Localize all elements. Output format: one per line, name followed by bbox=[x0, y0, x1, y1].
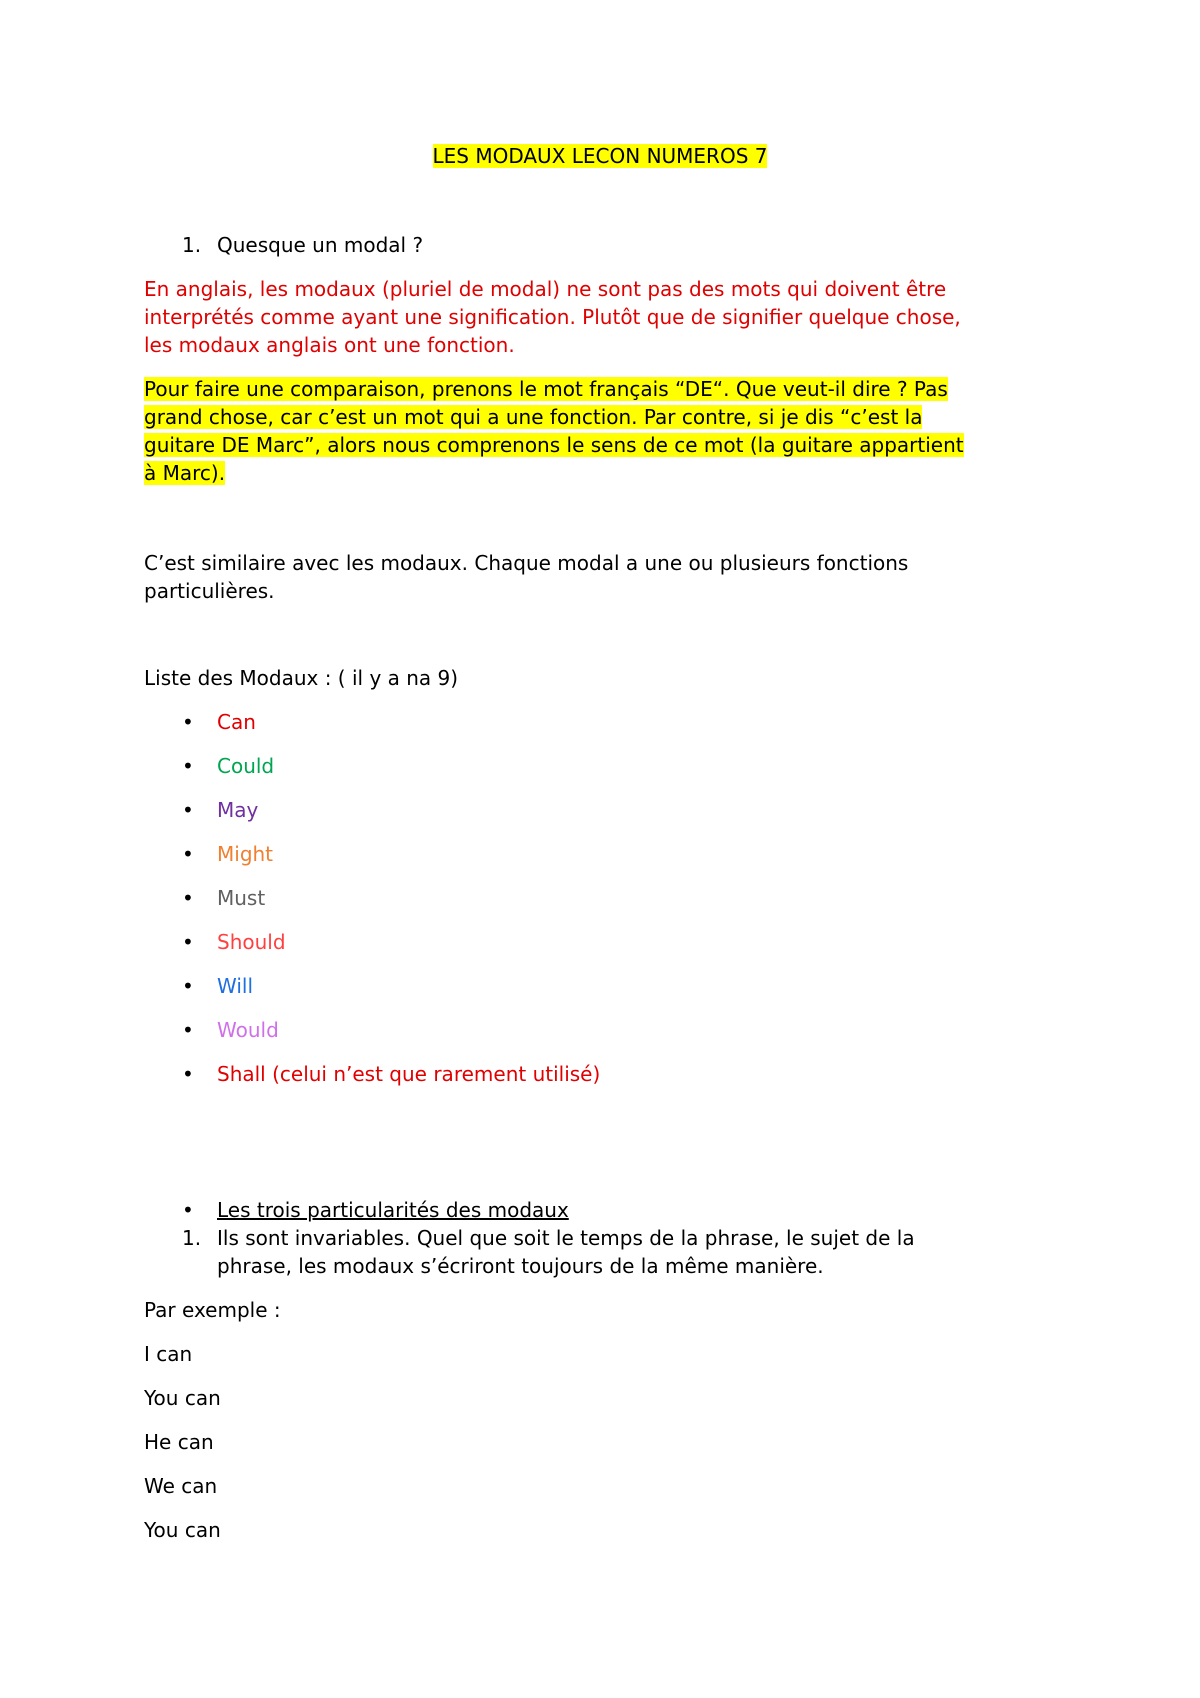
bullet-icon: • bbox=[182, 710, 194, 734]
bullet-icon: • bbox=[182, 1018, 194, 1042]
bullet-icon: • bbox=[182, 754, 194, 778]
comparison-paragraph-line-2 bbox=[144, 403, 922, 431]
bullet-icon: • bbox=[182, 842, 194, 866]
question-text: Quesque un modal ? bbox=[217, 233, 424, 257]
red-paragraph-line-2: interprétés comme ayant une signification. Plutôt que de signifier quelque chose, bbox=[144, 305, 961, 329]
comparison-paragraph-line-3 bbox=[144, 431, 964, 459]
comparison-paragraph-line-1 bbox=[144, 375, 948, 403]
similar-paragraph-line-1: C’est similaire avec les modaux. Chaque modal a une ou plusieurs fonctions bbox=[144, 551, 909, 575]
example-heading: Par exemple : bbox=[144, 1298, 281, 1322]
modal-item: May bbox=[217, 798, 259, 822]
example-line: You can bbox=[144, 1518, 221, 1542]
rule-line-1: Ils sont invariables. Quel que soit le temps de la phrase, le sujet de la bbox=[217, 1226, 915, 1250]
modal-item: Must bbox=[217, 886, 266, 910]
rule-number: 1. bbox=[182, 1226, 202, 1250]
bullet-icon: • bbox=[182, 930, 194, 954]
modal-item: Might bbox=[217, 842, 274, 866]
red-paragraph-line-1: En anglais, les modaux (pluriel de modal) ne sont pas des mots qui doivent être bbox=[144, 277, 947, 301]
red-paragraph-line-3: les modaux anglais ont une fonction. bbox=[144, 333, 515, 357]
example-line: I can bbox=[144, 1342, 193, 1366]
example-line: He can bbox=[144, 1430, 214, 1454]
similar-paragraph-line-2: particulières. bbox=[144, 579, 275, 603]
highlight-line-3: guitare DE Marc”, alors nous comprenons le sens de ce mot (la guitare appartient bbox=[144, 433, 964, 457]
modal-item: Should bbox=[217, 930, 286, 954]
modal-item: Could bbox=[217, 754, 275, 778]
bullet-icon: • bbox=[182, 974, 194, 998]
document-title bbox=[0, 142, 1200, 170]
example-line: We can bbox=[144, 1474, 218, 1498]
question-number: 1. bbox=[182, 233, 202, 257]
highlight-line-4: à Marc). bbox=[144, 461, 226, 485]
example-line: You can bbox=[144, 1386, 221, 1410]
modal-list-heading: Liste des Modaux : ( il y a na 9) bbox=[144, 666, 459, 690]
modal-item: Will bbox=[217, 974, 254, 998]
section-bullet: • bbox=[182, 1198, 194, 1222]
section-heading: Les trois particularités des modaux bbox=[217, 1198, 569, 1222]
modal-item: Can bbox=[217, 710, 256, 734]
bullet-icon: • bbox=[182, 886, 194, 910]
modal-item: Would bbox=[217, 1018, 279, 1042]
rule-line-2: phrase, les modaux s’écriront toujours de la même manière. bbox=[217, 1254, 824, 1278]
modal-item: Shall (celui n’est que rarement utilisé) bbox=[217, 1062, 601, 1086]
highlight-line-1: Pour faire une comparaison, prenons le mot français “DE“. Que veut-il dire ? Pas bbox=[144, 377, 948, 401]
highlight-line-2: grand chose, car c’est un mot qui a une fonction. Par contre, si je dis “c’est la bbox=[144, 405, 923, 429]
bullet-icon: • bbox=[182, 798, 194, 822]
comparison-paragraph-line-4 bbox=[144, 459, 225, 487]
title-highlight: LES MODAUX LECON NUMEROS 7 bbox=[432, 144, 768, 168]
bullet-icon: • bbox=[182, 1062, 194, 1086]
